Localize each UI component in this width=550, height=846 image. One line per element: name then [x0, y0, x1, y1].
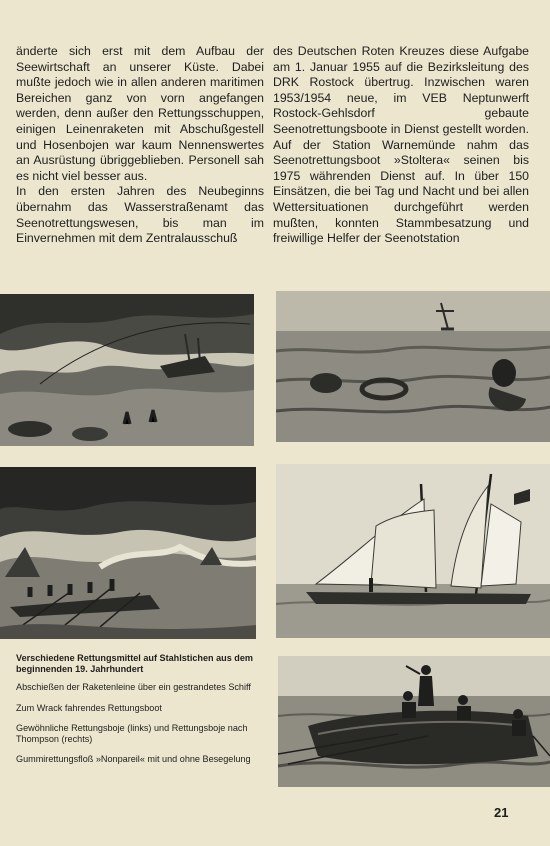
body-paragraph: In den ersten Jahren des Neubeginns übernahm das Wasserstraßenamt das Seenotrettungswesen, bis man im Einvernehmen mit dem Zentralausschuß	[16, 184, 264, 246]
engraving-raft-with-sails	[276, 464, 550, 638]
text-column-left	[16, 44, 264, 247]
engraving-raft-without-sails	[278, 656, 550, 787]
caption-item: Abschießen der Raketenleine über ein gestrandetes Schiff	[16, 682, 251, 693]
page-number: 21	[494, 805, 509, 820]
caption-title: Verschiedene Rettungsmittel auf Stahlstichen aus dem beginnenden 19. Jahrhundert	[16, 653, 254, 675]
caption-item: Gewöhnliche Rettungsboje (links) und Rettungsboje nach Thompson (rechts)	[16, 722, 248, 745]
body-paragraph: änderte sich erst mit dem Aufbau der Seewirtschaft an unserer Küste. Dabei mußte jedoch wie in allen anderen maritimen Bereichen ganz von vorn angefangen werden, denn außer den Rettungsschuppen, einigen Leinenraketen mit Abschußgestell und Hosenbojen war kaum Nennenswertes an Ausrüstung übriggeblieben. Personell sah es nicht viel besser aus.	[16, 44, 264, 183]
engraving-rocket-line	[0, 294, 254, 446]
text-column-right	[273, 44, 529, 247]
caption-item: Zum Wrack fahrendes Rettungsboot	[16, 702, 162, 713]
caption-item: Gummirettungsfloß »Nonpareil« mit und ohne Besegelung	[16, 754, 251, 765]
body-paragraph: des Deutschen Roten Kreuzes diese Aufgabe am 1. Januar 1955 auf die Bezirksleitung des DRK Rostock übertrug. Inzwischen waren 1953/1954 neue, im VEB Neptunwerft Rostock-Gehlsdorf gebaute Seenotrettungsboote in Dienst gestellt worden. Auf der Station Warnemünde nahm das Seenotrettungsboot »Stoltera« seinen bis 1975 währenden Dienst auf. In über 150 Einsätzen, die bei Tag und Nacht und bei allen Wettersituationen durchgeführt werden mußten, konnten Stammbesatzung und freiwillige Helfer der Seenotstation	[273, 44, 529, 246]
engraving-life-buoys	[276, 291, 550, 442]
figure-caption	[16, 653, 262, 774]
engraving-rescue-boat	[0, 467, 256, 639]
